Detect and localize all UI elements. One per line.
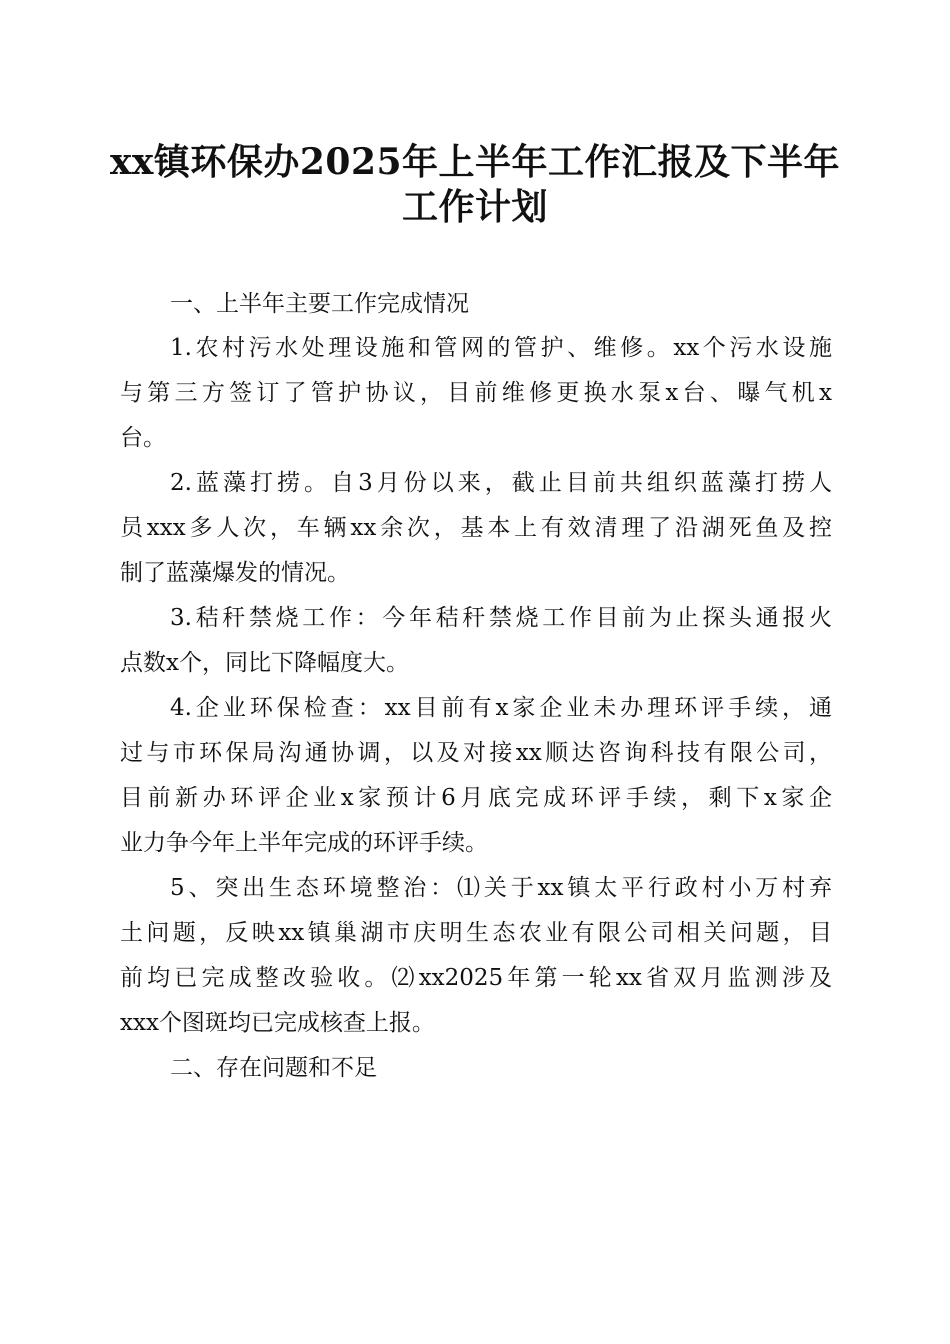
document-title-line-2: 工作计划	[401, 186, 548, 228]
section-heading-1: 一、上半年主要工作完成情况	[170, 291, 469, 317]
paragraph-line: 目前新办环评企业x家预计6月底完成环评手续，剩下x家企	[120, 785, 832, 811]
document-title-line-1: xx镇环保办2025年上半年工作汇报及下半年	[109, 141, 841, 183]
paragraph-line: 过与市环保局沟通协调，以及对接xx顺达咨询科技有限公司，	[120, 740, 832, 766]
section-heading-2: 二、存在问题和不足	[170, 1055, 377, 1081]
paragraph-line: 1.农村污水处理设施和管网的管护、维修。xx个污水设施	[170, 335, 832, 361]
paragraph-line: 2.蓝藻打捞。自3月份以来，截止目前共组织蓝藻打捞人	[170, 470, 832, 496]
paragraph-line: 前均已完成整改验收。⑵xx2025年第一轮xx省双月监测涉及	[120, 965, 832, 991]
paragraph-3	[120, 596, 832, 686]
paragraph-line: 5、突出生态环境整治：⑴关于xx镇太平行政村小万村弃	[170, 875, 832, 901]
paragraph-line: 业力争今年上半年完成的环评手续。	[120, 830, 488, 856]
paragraph-5	[120, 866, 832, 1046]
paragraph-line: 4.企业环保检查：xx目前有x家企业未办理环评手续，通	[170, 695, 832, 721]
document-body	[120, 282, 832, 1090]
paragraph-line: xxx个图斑均已完成核查上报。	[120, 1010, 435, 1036]
paragraph-4	[120, 686, 832, 866]
paragraph-2	[120, 461, 832, 596]
paragraph-line: 点数x个，同比下降幅度大。	[120, 650, 409, 676]
paragraph-line: 3.秸秆禁烧工作：今年秸秆禁烧工作目前为止探头通报火	[170, 605, 832, 631]
paragraph-line: 土问题，反映xx镇巢湖市庆明生态农业有限公司相关问题，目	[120, 920, 832, 946]
paragraph-line: 台。	[120, 425, 166, 451]
paragraph-line: 员xxx多人次，车辆xx余次，基本上有效清理了沿湖死鱼及控	[120, 515, 832, 541]
paragraph-1	[120, 326, 832, 461]
paragraph-line: 与第三方签订了管护协议，目前维修更换水泵x台、曝气机x	[120, 380, 832, 406]
paragraph-line: 制了蓝藻爆发的情况。	[120, 560, 350, 586]
